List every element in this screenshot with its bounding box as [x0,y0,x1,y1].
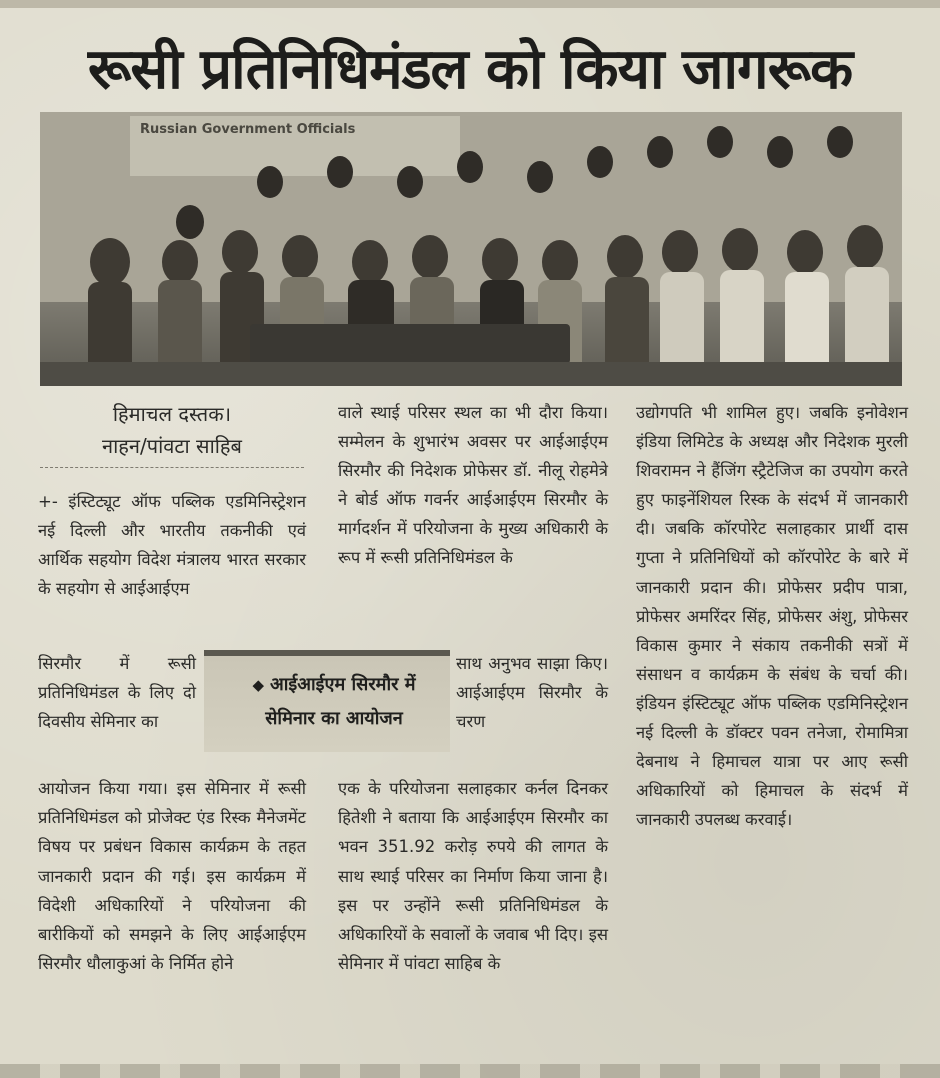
article-paragraph-col1-a: +- इंस्टिट्यूट ऑफ पब्लिक एडमिनिस्ट्रेशन नई दिल्ली और भारतीय तकनीकी एवं आर्थिक सहयोग विदेश मंत्रालय भारत सरकार के सहयोग से आईआईएम [38,492,306,598]
subheading-box [204,650,450,752]
byline-location: नाहन/पांवटा साहिब [102,434,242,458]
subheading-line1: आईआईएम सिरमौर में [270,674,416,695]
article-paragraph-col3: उद्योगपति भी शामिल हुए। जबकि इनोवेशन इंडिया लिमिटेड के अध्यक्ष और निदेशक मुरली शिवरामन ने हैंजिंग स्ट्रैटेजिज का उपयोग करते हुए फाइनेंशियल रिस्क के संदर्भ में जानकारी दी। जबकि कॉरपोरेट सलाहकार प्रार्थी दास गुप्ता ने प्रतिनिधियों को कॉरपोरेट के बारे में जानकारी प्रदान की। प्रोफेसर प्रदीप पात्रा, प्रोफेसर अमरिंदर सिंह, प्रोफेसर अंशु, प्रोफेसर विकास कुमार ने संकाय तकनीकी सत्रों में संसाधन व कार्यक्रम के संबंध के चर्चा की। इंडियन इंस्टिट्यूट ऑफ पब्लिक एडमिनिस्ट्रेशन नई दिल्ली के डॉक्टर पवन तनेजा, रोमामित्रा देबनाथ ने हिमाचल यात्रा पर आए रूसी अधिकारियों को हिमाचल के संदर्भ में जानकारी उपलब्ध करवाई। [636,403,908,830]
photo-banner-text: Russian Government Officials [140,122,356,137]
bottom-edge [0,1064,940,1078]
headline: रूसी प्रतिनिधिमंडल को किया जागरूक [87,37,853,102]
article-paragraph-col1-c: आयोजन किया गया। इस सेमिनार में रूसी प्रतिनिधिमंडल को प्रोजेक्ट एंड रिस्क मैनेजमेंट विषय पर प्रबंधन विकास कार्यक्रम के तहत जानकारी प्रदान की गई। इस कार्यक्रम में विदेशी अधिकारियों ने परियोजना की बारीकियों को समझने के लिए आईआईएम सिरमौर धौलाकुआं के निर्मित होने [38,779,306,974]
article-paragraph-col2-a: वाले स्थाई परिसर स्थल का भी दौरा किया। सम्मेलन के शुभारंभ अवसर पर आईआईएम सिरमौर की निदेशक प्रोफेसर डॉ. नीलू रोहमेत्रे ने बोर्ड ऑफ गवर्नर आईआईएम सिरमौर के मार्गदर्शन में परियोजना के मुख्य अधिकारी के रूप में रूसी प्रतिनिधिमंडल के [338,403,608,567]
group-photo [40,112,902,386]
article-paragraph-col2-b: साथ अनुभव साझा किए। आईआईएम सिरमौर के चरण [456,654,608,731]
diamond-bullet-icon: ◆ [252,676,265,694]
top-edge [0,0,940,8]
byline-publication: हिमाचल दस्तक। [112,402,232,426]
article-paragraph-col1-b: सिरमौर में रूसी प्रतिनिधिमंडल के लिए दो दिवसीय सेमिनार का [38,654,196,731]
group-photo-image [40,112,902,386]
subheading-line2: सेमिनार का आयोजन [265,708,403,729]
article-paragraph-col2-c: एक के परियोजना सलाहकार कर्नल दिनकर हितेशी ने बताया कि आईआईएम सिरमौर का भवन 351.92 करोड़ रुपये की लागत के साथ स्थाई परिसर का निर्माण किया जाना है। इस पर उन्होंने रूसी प्रतिनिधिमंडल के अधिकारियों के सवालों के जवाब भी दिए। इस सेमिनार में पांवटा साहिब के [338,779,608,974]
byline [40,398,304,462]
subheading-text [220,668,448,736]
byline-divider [40,467,304,468]
